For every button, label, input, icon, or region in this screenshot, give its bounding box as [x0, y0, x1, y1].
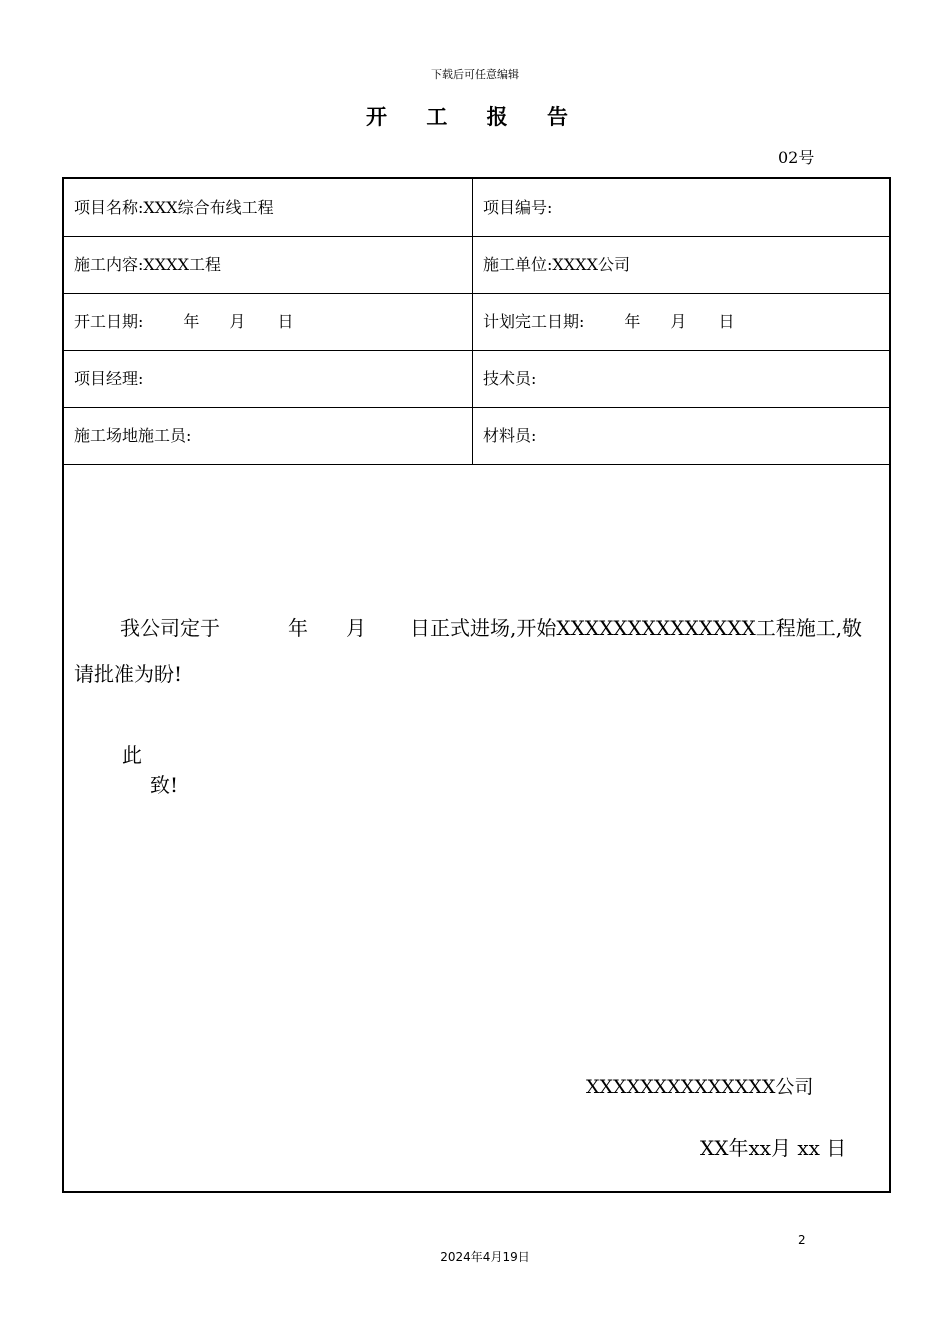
site-worker-field: 施工场地施工员: [64, 407, 473, 464]
salutation-line-1: 此 [122, 743, 142, 767]
completion-date-day: 日 [718, 312, 735, 331]
table-row [64, 293, 889, 351]
construction-unit-field: 施工单位:XXXX公司 [483, 255, 630, 274]
planned-completion-date-field [473, 293, 889, 350]
body-line-2: 请批准为盼! [74, 662, 183, 686]
project-name-field: 项目名称:XXX综合布线工程 [64, 179, 473, 236]
start-date-year: 年 [183, 312, 200, 331]
start-date-field [64, 293, 473, 350]
body-month: 月 [346, 616, 366, 640]
project-manager-field: 项目经理: [64, 350, 473, 407]
start-date-label: 开工日期: [74, 312, 144, 331]
document-title: 开 工 报 告 [366, 105, 584, 129]
table-row [64, 407, 889, 465]
start-date-day: 日 [277, 312, 294, 331]
table-row [64, 236, 889, 294]
completion-date-label: 计划完工日期: [483, 312, 585, 331]
report-body [74, 605, 882, 697]
table-row [64, 350, 889, 408]
completion-date-month: 月 [670, 312, 687, 331]
construction-content-field: 施工内容:XXXX工程 [64, 236, 473, 293]
signature-date: XX年xx月 xx 日 [700, 1136, 847, 1160]
header-note: 下载后可任意编辑 [431, 68, 519, 81]
body-part-1: 我公司定于 [120, 616, 220, 640]
page-number: 2 [798, 1233, 806, 1247]
body-part-2: 日正式进场,开始XXXXXXXXXXXXXX工程施工,敬 [410, 616, 863, 640]
project-number-field: 项目编号: [483, 198, 553, 217]
footer-date: 2024年4月19日 [440, 1250, 530, 1264]
start-date-month: 月 [229, 312, 246, 331]
signature-company: XXXXXXXXXXXXXX公司 [586, 1076, 814, 1098]
table-row [64, 179, 889, 237]
completion-date-year: 年 [624, 312, 641, 331]
body-line-1 [74, 605, 882, 651]
salutation-line-2: 致! [150, 773, 179, 797]
report-frame [62, 177, 891, 1193]
body-year: 年 [288, 616, 308, 640]
material-clerk-field: 材料员: [483, 426, 537, 445]
document-number: 02号 [778, 148, 815, 167]
technician-field: 技术员: [483, 369, 537, 388]
